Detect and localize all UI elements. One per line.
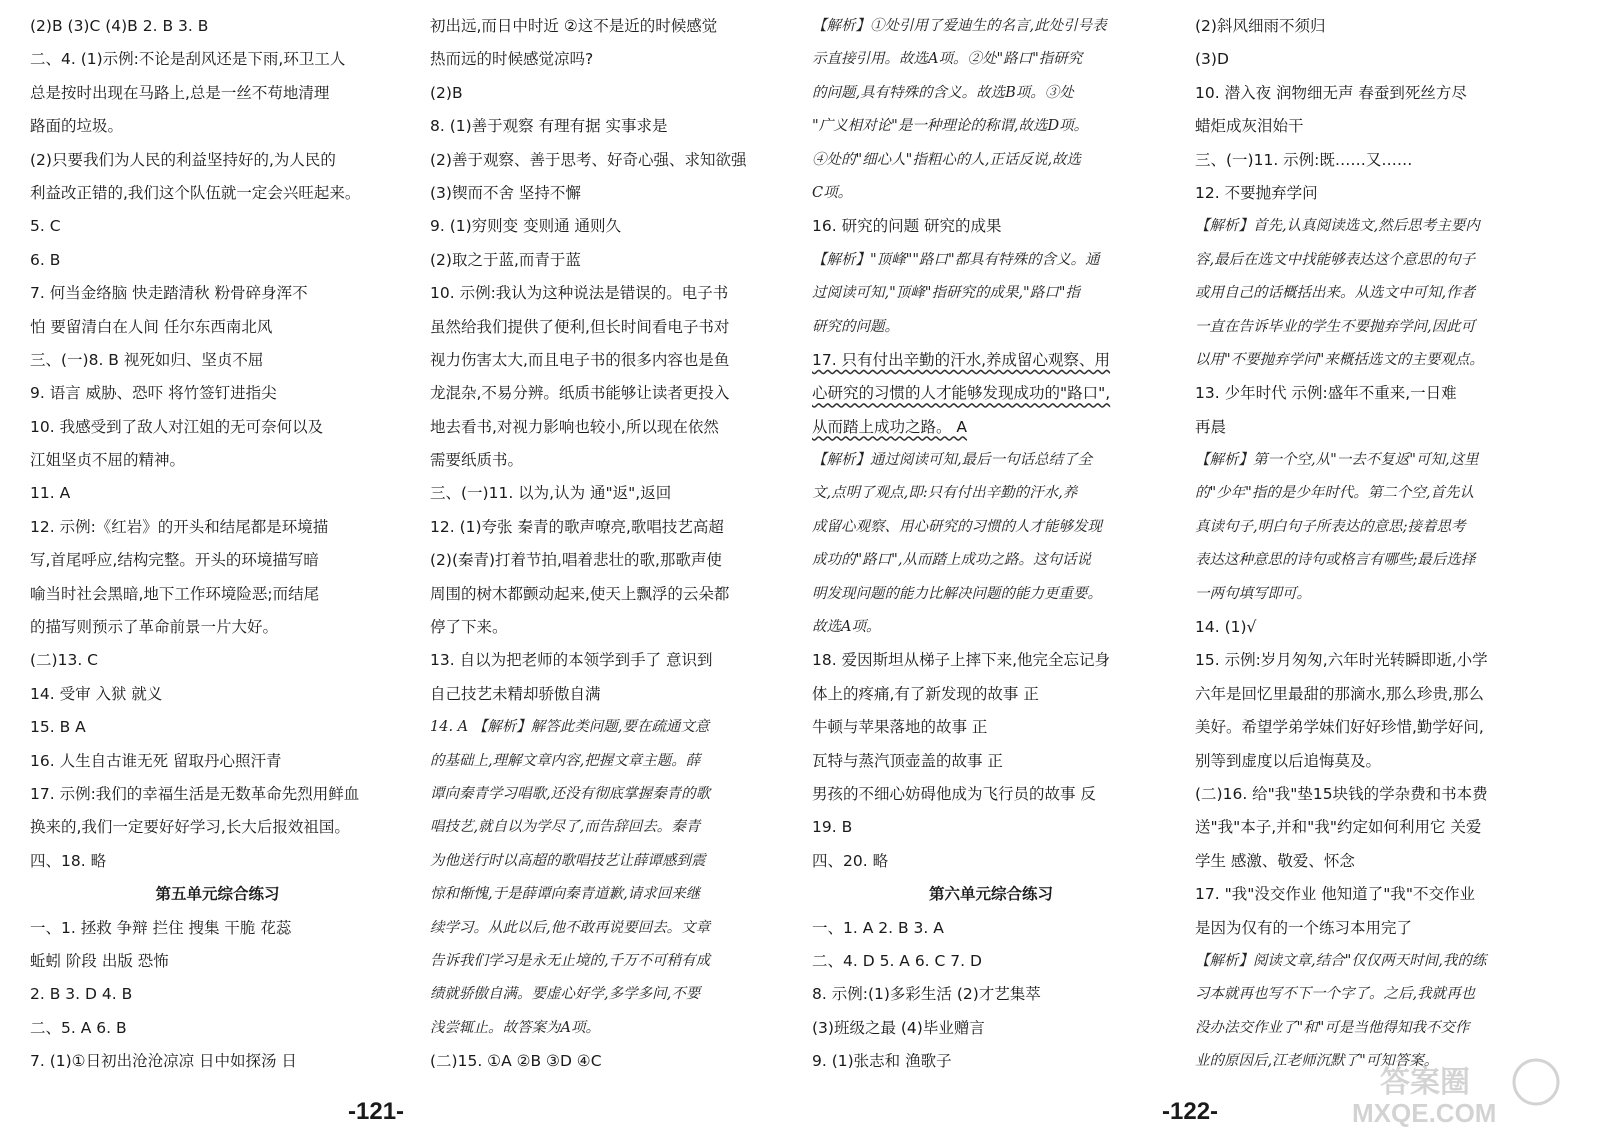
answer-line: 体上的疼痛,有了新发现的故事 正 [812, 684, 1039, 703]
explanation-line: 过阅读可知,"顶峰"指研究的成果,"路口"指 [812, 285, 1080, 302]
answer-line: 总是按时出现在马路上,总是一丝不苟地清理 [30, 83, 330, 102]
answer-line: 利益改正错的,我们这个队伍就一定会兴旺起来。 [30, 183, 361, 202]
answer-line: 美好。希望学弟学妹们好好珍惜,勤学好问, [1195, 718, 1484, 737]
answer-line: 需要纸质书。 [430, 451, 524, 470]
answer-line: 13. 少年时代 示例:盛年不重来,一日难 [1195, 384, 1457, 403]
explanation-line: 的基础上,理解文章内容,把握文章主题。薛 [430, 752, 701, 769]
explanation-line: 绩就骄傲自满。要虚心好学,多学多问,不要 [430, 986, 701, 1003]
explanation-line: 【解析】首先,认真阅读选文,然后思考主要内 [1195, 218, 1480, 235]
answer-line: 11. A [30, 484, 71, 503]
answer-line: 热而远的时候感觉凉吗? [430, 50, 594, 69]
explanation-line: 一直在告诉毕业的学生不要抛弃学问,因此可 [1195, 318, 1476, 335]
answer-line: 14. 受审 入狱 就义 [30, 684, 163, 703]
answer-line: 再晨 [1195, 417, 1227, 436]
answer-line: 初出远,而日中时近 ②这不是近的时候感觉 [430, 17, 718, 35]
answer-line: 19. B [812, 818, 853, 837]
answer-line: 8. (1)善于观察 有理有据 实事求是 [430, 117, 668, 136]
answer-line: 13. 自以为把老师的本领学到手了 意识到 [430, 651, 713, 670]
answer-line: 12. 示例:《红岩》的开头和结尾都是环境描 [30, 517, 329, 536]
page-number-left: -121- [348, 1098, 405, 1125]
answer-line: 17. 只有付出辛勤的汗水,养成留心观察、用 [812, 350, 1111, 369]
answer-line: 写,首尾呼应,结构完整。开头的环境描写暗 [30, 551, 319, 570]
answer-line: 江姐坚贞不屈的精神。 [30, 451, 186, 470]
answer-line: (3)锲而不舍 坚持不懈 [430, 183, 581, 202]
answer-column-4 [1195, 10, 1570, 1079]
explanation-line: "广义相对论"是一种理论的称谓,故选D项。 [812, 118, 1089, 135]
answer-line: 四、18. 略 [30, 851, 107, 870]
explanation-line: 真读句子,明白句子所表达的意思;接着思考 [1195, 518, 1466, 535]
explanation-line: 表达这种意思的诗句或格言有哪些;最后选择 [1195, 552, 1476, 569]
answer-line: (2)(秦青)打着节拍,唱着悲壮的歌,那歌声使 [430, 551, 722, 570]
answer-line: 路面的垃圾。 [30, 117, 124, 136]
answer-line: 虽然给我们提供了便利,但长时间看电子书对 [430, 317, 730, 336]
answer-line: 怕 要留清白在人间 任尔东西南北风 [30, 317, 273, 336]
answer-line: 16. 研究的问题 研究的成果 [812, 217, 1002, 236]
explanation-line: 【解析】第一个空,从"一去不复返"可知,这里 [1195, 452, 1479, 469]
explanation-line: 或用自己的话概括出来。从选文中可知,作者 [1195, 285, 1476, 302]
answer-line: 二、5. A 6. B [30, 1018, 127, 1037]
explanation-line: 成功的"路口",从而踏上成功之路。这句话说 [812, 552, 1091, 569]
answer-column-3 [812, 10, 1170, 1079]
answer-column-2 [430, 10, 795, 1079]
answer-line: (2)只要我们为人民的利益坚持好的,为人民的 [30, 150, 336, 169]
answer-line: 二、4. (1)示例:不论是刮风还是下雨,环卫工人 [30, 50, 346, 69]
answer-line: 15. 示例:岁月匆匆,六年时光转瞬即逝,小学 [1195, 651, 1488, 670]
answer-line: 六年是回忆里最甜的那滴水,那么珍贵,那么 [1195, 684, 1484, 703]
explanation-line: 【解析】"顶峰""路口"都具有特殊的含义。通 [812, 251, 1100, 268]
answer-line: (2)取之于蓝,而青于蓝 [430, 250, 581, 269]
explanation-line: 示直接引用。故选A项。②处"路口"指研究 [812, 51, 1083, 68]
answer-line: 8. 示例:(1)多彩生活 (2)才艺集萃 [812, 985, 1041, 1004]
answer-line: 牛顿与苹果落地的故事 正 [812, 718, 988, 737]
explanation-line: 业的原因后,江老师沉默了"可知答案。 [1195, 1053, 1439, 1070]
answer-line: 17. 示例:我们的幸福生活是无数革命先烈用鲜血 [30, 784, 360, 803]
answer-line: 10. 我感受到了敌人对江姐的无可奈何以及 [30, 417, 324, 436]
answer-line: (3)D [1195, 50, 1229, 69]
answer-line: 四、20. 略 [812, 851, 889, 870]
explanation-line: 明发现问题的能力比解决问题的能力更重要。 [812, 585, 1102, 602]
explanation-line: 【解析】通过阅读可知,最后一句话总结了全 [812, 452, 1093, 469]
answer-line: 瓦特与蒸汽顶壶盖的故事 正 [812, 751, 1003, 770]
explanation-line: 容,最后在选文中找能够表达这个意思的句子 [1195, 251, 1476, 268]
answer-line: 10. 示例:我认为这种说法是错误的。电子书 [430, 284, 729, 303]
answer-line: 视力伤害太大,而且电子书的很多内容也是鱼 [430, 350, 730, 369]
answer-line: 是因为仅有的一个练习本用完了 [1195, 918, 1413, 937]
answer-line: 周围的树木都颤动起来,使天上飘浮的云朵都 [430, 584, 730, 603]
answer-line: 14. (1)√ [1195, 618, 1257, 637]
answer-line: 换来的,我们一定要好好学习,长大后报效祖国。 [30, 818, 350, 837]
answer-column-1 [30, 10, 405, 1079]
explanation-line: 故选A项。 [812, 619, 881, 636]
explanation-line: C项。 [812, 184, 853, 201]
answer-line: 12. (1)夸张 秦青的歌声嘹亮,歌唱技艺高超 [430, 517, 724, 536]
answer-line: (2)B (3)C (4)B 2. B 3. B [30, 17, 209, 35]
explanation-line: 以用"不要抛弃学问"来概括选文的主要观点。 [1195, 351, 1484, 368]
explanation-line: 一两句填写即可。 [1195, 585, 1311, 602]
answer-line: 9. (1)穷则变 变则通 通则久 [430, 217, 622, 236]
answer-line: 5. C [30, 217, 61, 236]
answer-line: 心研究的习惯的人才能够发现成功的"路口", [812, 384, 1111, 403]
explanation-line: 惊和惭愧,于是薛谭向秦青道歉,请求回来继 [430, 886, 701, 903]
answer-line: (2)善于观察、善于思考、好奇心强、求知欲强 [430, 150, 747, 169]
explanation-line: 的问题,具有特殊的含义。故选B项。③处 [812, 84, 1074, 101]
explanation-line: 14. A 【解析】解答此类问题,要在疏通文意 [430, 719, 710, 736]
answer-line: 的描写则预示了革命前景一片大好。 [30, 618, 279, 637]
answer-line: 停了下来。 [430, 618, 508, 637]
section-heading: 第五单元综合练习 [155, 885, 280, 904]
answer-line: 7. 何当金络脑 快走踏清秋 粉骨碎身浑不 [30, 284, 308, 303]
answer-line: 10. 潜入夜 润物细无声 春蚕到死丝方尽 [1195, 83, 1467, 102]
answer-line: (二)16. 给"我"垫15块钱的学杂费和书本费 [1195, 784, 1488, 803]
answer-line: (2)斜风细雨不须归 [1195, 17, 1326, 35]
answer-line: 喻当时社会黑暗,地下工作环境险恶;而结尾 [30, 584, 320, 603]
explanation-line: 没办法交作业了"和"可是当他得知我不交作 [1195, 1019, 1470, 1036]
explanation-line: 唱技艺,就自以为学尽了,而告辞回去。秦青 [430, 819, 701, 836]
explanation-line: 【解析】阅读文章,结合"仅仅两天时间,我的练 [1195, 952, 1487, 969]
answer-line: (3)班级之最 (4)毕业赠言 [812, 1018, 985, 1037]
watermark-top-text: 答案圈 [1380, 1066, 1470, 1099]
answer-line: 9. (1)张志和 渔歌子 [812, 1052, 952, 1071]
explanation-line: 续学习。从此以后,他不敢再说要回去。文章 [430, 919, 711, 936]
answer-line: 学生 感激、敬爱、怀念 [1195, 851, 1355, 870]
watermark-bottom-text: MXQE.COM [1352, 1098, 1497, 1127]
answer-line: 蚯蚓 阶段 出版 恐怖 [30, 951, 169, 970]
answer-line: 17. "我"没交作业 他知道了"我"不交作业 [1195, 885, 1476, 904]
explanation-line: 习本就再也写不下一个字了。之后,我就再也 [1195, 986, 1476, 1003]
answer-line: 二、4. D 5. A 6. C 7. D [812, 951, 982, 970]
explanation-line: 研究的问题。 [812, 318, 899, 335]
answer-line: (二)15. ①A ②B ③D ④C [430, 1052, 602, 1071]
answer-line: 三、(一)11. 以为,认为 通"返",返回 [430, 484, 672, 503]
answer-line: 送"我"本子,并和"我"约定如何利用它 关爱 [1195, 818, 1482, 837]
answer-line: (2)B [430, 83, 463, 102]
answer-line: 蜡炬成灰泪始干 [1195, 117, 1304, 136]
section-heading: 第六单元综合练习 [928, 885, 1053, 904]
explanation-line: 【解析】①处引用了爱迪生的名言,此处引号表 [812, 18, 1107, 34]
answer-line: 7. (1)①日初出沧沧凉凉 日中如探汤 日 [30, 1052, 297, 1071]
answer-line: 15. B A [30, 718, 86, 737]
answer-line: 18. 爱因斯坦从梯子上摔下来,他完全忘记身 [812, 651, 1111, 670]
explanation-line: ④处的"细心人"指粗心的人,正话反说,故选 [812, 151, 1082, 168]
page-number-right: -122- [1162, 1098, 1219, 1125]
answer-line: 别等到虚度以后追悔莫及。 [1195, 751, 1382, 770]
explanation-line: 的"少年"指的是少年时代。第二个空,首先认 [1195, 485, 1474, 502]
explanation-line: 文,点明了观点,即:只有付出辛勤的汗水,养 [812, 485, 1078, 502]
answer-line: 三、(一)11. 示例:既……又…… [1195, 150, 1413, 169]
answer-line: 2. B 3. D 4. B [30, 985, 133, 1004]
answer-line: 一、1. A 2. B 3. A [812, 918, 944, 937]
explanation-line: 为他送行时以高超的歌唱技艺让薛谭感到震 [430, 852, 706, 869]
explanation-line: 成留心观察、用心研究的习惯的人才能够发现 [812, 518, 1102, 535]
answer-line: 一、1. 拯救 争辩 拦住 搜集 干脆 花蕊 [30, 918, 292, 937]
answer-line: 三、(一)8. B 视死如归、坚贞不屈 [30, 350, 264, 369]
answer-line: (二)13. C [30, 651, 98, 670]
answer-line: 男孩的不细心妨碍他成为飞行员的故事 反 [812, 784, 1096, 803]
answer-line: 从而踏上成功之路。 A [812, 417, 968, 436]
explanation-line: 告诉我们学习是永无止境的,千万不可稍有成 [430, 952, 711, 969]
answer-line: 自己技艺未精却骄傲自满 [430, 684, 601, 703]
answer-line: 龙混杂,不易分辨。纸质书能够让读者更投入 [430, 384, 730, 403]
answer-line: 9. 语言 威胁、恐吓 将竹签钉进指尖 [30, 384, 277, 403]
answer-line: 12. 不要抛弃学问 [1195, 183, 1318, 202]
explanation-line: 浅尝辄止。故答案为A项。 [430, 1019, 600, 1036]
answer-line: 地去看书,对视力影响也较小,所以现在依然 [430, 417, 719, 436]
answer-line: 16. 人生自古谁无死 留取丹心照汗青 [30, 751, 282, 770]
answer-line: 6. B [30, 250, 61, 269]
explanation-line: 谭向秦青学习唱歌,还没有彻底掌握秦青的歌 [430, 785, 711, 802]
